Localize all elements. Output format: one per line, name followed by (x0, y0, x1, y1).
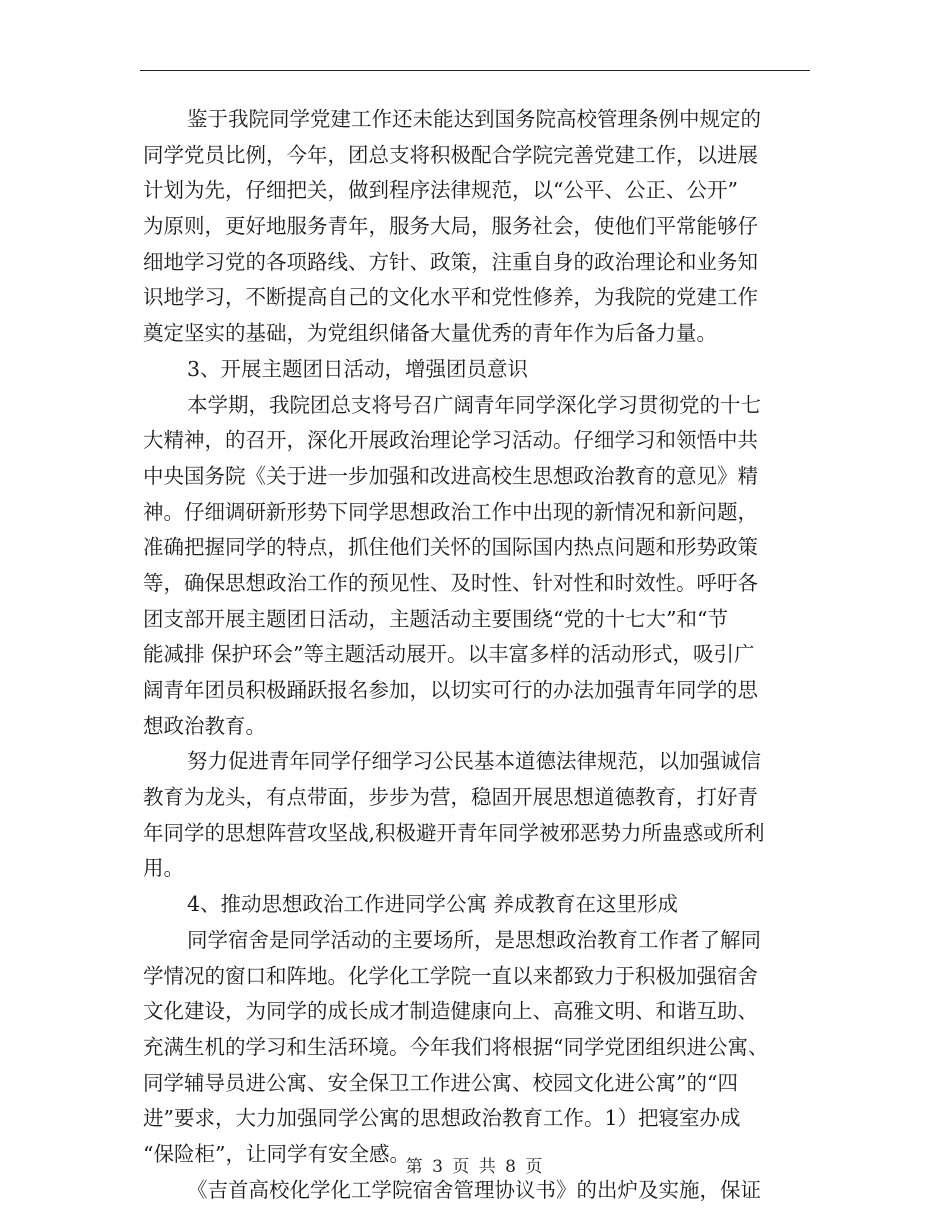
text-line: “保险柜”，让同学有安全感。 (143, 1141, 410, 1166)
body-text (143, 102, 807, 1208)
text-line: 准确把握同学的特点，抓住他们关怀的国际国内热点问题和形势政策 (143, 535, 758, 560)
text-line: 想政治教育。 (143, 713, 266, 738)
text-line: 同学辅导员进公寓、安全保卫工作进公寓、校园文化进公寓”的“四 (143, 1070, 738, 1095)
section-heading: 4、推动思想政治工作进同学公寓 养成教育在这里形成 (187, 892, 679, 917)
text-line: 计划为先，仔细把关，做到程序法律规范，以“公平、公正、公开” (143, 178, 738, 203)
text-line: 用。 (143, 856, 184, 881)
text-line: 阔青年团员积极踊跃报名参加，以切实可行的办法加强青年同学的思 (143, 678, 758, 702)
text-line: 大精神，的召开，深化开展政治理论学习活动。仔细学习和领悟中共 (143, 428, 758, 453)
text-line: 鉴于我院同学党建工作还未能达到国务院高校管理条例中规定的 (187, 107, 761, 131)
text-line: 团支部开展主题团日活动，主题活动主要围绕“党的十七大”和“节 (143, 606, 728, 631)
text-line: 充满生机的学习和生活环境。今年我们将根据“同学党团组织进公寓、 (143, 1034, 769, 1059)
header-rule (140, 70, 810, 71)
section-heading: 3、开展主题团日活动，增强团员意识 (187, 356, 529, 381)
text-line: 年同学的思想阵营攻坚战,积极避开青年同学被邪恶势力所蛊惑或所利 (143, 820, 765, 845)
text-line: 同学党员比例，今年，团总支将积极配合学院完善党建工作，以进展 (143, 142, 758, 167)
text-line: 《吉首高校化学化工学院宿舍管理协议书》的出炉及实施，保证 (187, 1177, 761, 1202)
page-footer: 第 3 页 共 8 页 (405, 1157, 545, 1177)
text-line: 等，确保思想政治工作的预见性、及时性、针对性和时效性。呼吁各 (143, 570, 758, 595)
text-line: 奠定坚实的基础，为党组织储备大量优秀的青年作为后备力量。 (143, 321, 717, 346)
text-line: 神。仔细调研新形势下同学思想政治工作中出现的新情况和新问题， (143, 499, 758, 524)
text-line: 学情况的窗口和阵地。化学化工学院一直以来都致力于积极加强宿舍 (143, 963, 758, 988)
text-line: 努力促进青年同学仔细学习公民基本道德法律规范，以加强诚信 (187, 749, 761, 774)
text-line: 文化建设，为同学的成长成才制造健康向上、高雅文明、和谐互助、 (143, 999, 758, 1024)
text-line: 进”要求，大力加强同学公寓的思想政治教育工作。1）把寝室办成 (143, 1106, 741, 1131)
text-line: 为原则，更好地服务青年，服务大局，服务社会，使他们平常能够仔 (143, 214, 758, 239)
text-line: 识地学习，不断提高自己的文化水平和党性修养，为我院的党建工作 (143, 285, 758, 310)
text-line: 能减排 保护环会”等主题活动展开。以丰富多样的活动形式，吸引广 (143, 642, 755, 667)
text-line: 教育为龙头，有点带面，步步为营，稳固开展思想道德教育，打好青 (143, 785, 758, 810)
text-line: 细地学习党的各项路线、方针、政策，注重自身的政治理论和业务知 (143, 249, 758, 274)
text-line: 中央国务院《关于进一步加强和改进高校生思想政治教育的意见》精 (143, 463, 758, 488)
text-line: 本学期，我院团总支将号召广阔青年同学深化学习贯彻党的十七 (187, 392, 761, 417)
text-line: 同学宿舍是同学活动的主要场所，是思想政治教育工作者了解同 (187, 927, 761, 952)
